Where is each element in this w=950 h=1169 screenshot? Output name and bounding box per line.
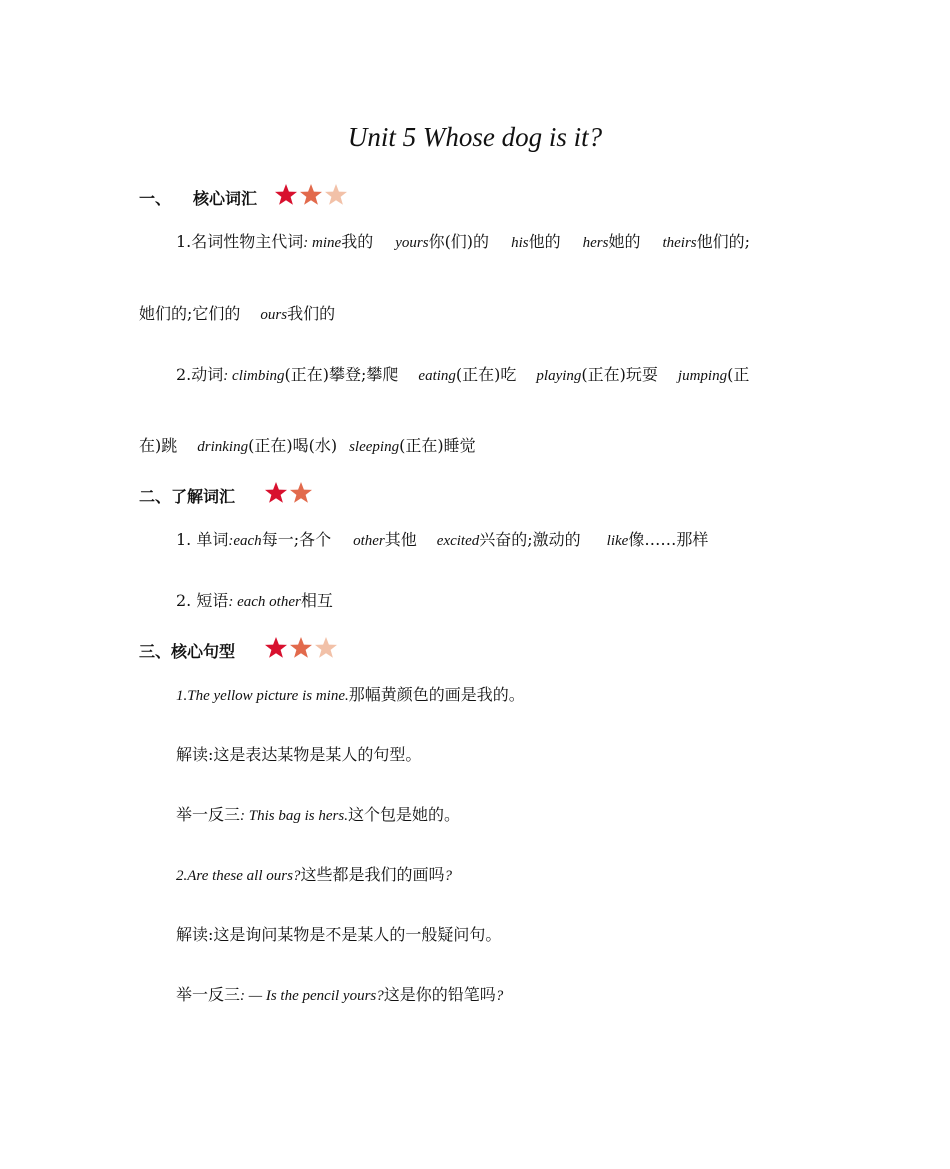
word-cn: 其他 bbox=[384, 530, 417, 549]
word-cn: 你(们)的 bbox=[428, 232, 490, 251]
word-cn: (正在)睡觉 bbox=[399, 436, 476, 455]
example-cn: 这是你的铅笔吗 bbox=[383, 985, 496, 1004]
star-half-icon bbox=[289, 481, 313, 505]
word-en: eating bbox=[418, 368, 456, 384]
word-cn: 像……那样 bbox=[628, 530, 709, 549]
section1-item2-cont bbox=[139, 435, 476, 458]
word-en: hers bbox=[582, 235, 609, 251]
question-mark: ? bbox=[495, 988, 504, 1004]
word-en: other bbox=[353, 533, 385, 549]
word-cn: (正 bbox=[727, 365, 750, 384]
word-cn: (正在)吃 bbox=[455, 365, 517, 384]
section3-stars bbox=[264, 636, 338, 660]
star-full-icon bbox=[264, 481, 288, 505]
sentence-cn: 那幅黄颜色的画是我的。 bbox=[348, 685, 525, 704]
section3-heading: 三、核心句型 bbox=[139, 642, 236, 661]
item-label: 1.名词性物主代词 bbox=[176, 232, 304, 251]
sentence1-example bbox=[176, 804, 460, 827]
word-en: drinking bbox=[197, 439, 249, 455]
star-full-icon bbox=[274, 183, 298, 207]
sentence-en: 1.The yellow picture is mine. bbox=[176, 688, 349, 704]
word-cn: 兴奋的;激动的 bbox=[479, 530, 581, 549]
section1-item2 bbox=[176, 364, 749, 387]
sentence1 bbox=[176, 684, 525, 707]
colon: : bbox=[228, 594, 238, 610]
word-cn: (正在)喝(水) bbox=[248, 436, 338, 455]
section1-number: 一、 bbox=[139, 189, 172, 208]
word-cn: 我们的 bbox=[287, 304, 336, 323]
item-label: 2.动词 bbox=[176, 365, 224, 384]
page-title: Unit 5 Whose dog is it? bbox=[347, 122, 603, 152]
sentence-en: 2.Are these all ours? bbox=[176, 868, 301, 884]
word-en: sleeping bbox=[349, 439, 400, 455]
word-cn: 每一;各个 bbox=[261, 530, 332, 549]
star-full-icon bbox=[264, 636, 288, 660]
section1-heading bbox=[139, 188, 257, 210]
word-en: each bbox=[233, 533, 262, 549]
star-light-icon bbox=[314, 636, 338, 660]
word-cn: 相互 bbox=[300, 591, 333, 610]
example-label: 举一反三 bbox=[176, 805, 241, 824]
word-cn: (正在)玩耍 bbox=[581, 365, 658, 384]
sentence2 bbox=[176, 864, 452, 887]
item-label: 1. 单词 bbox=[176, 530, 229, 549]
section2-stars bbox=[264, 481, 313, 505]
word-en: mine bbox=[312, 235, 342, 251]
example-en: : — Is the pencil yours? bbox=[240, 988, 384, 1004]
word-en: excited bbox=[436, 533, 480, 549]
word-en: each other bbox=[237, 594, 301, 610]
word-en: theirs bbox=[662, 235, 697, 251]
section1-title: 核心词汇 bbox=[193, 189, 258, 208]
colon: : bbox=[223, 368, 233, 384]
word-en: yours bbox=[395, 235, 429, 251]
sentence-cn: 这些都是我们的画吗 bbox=[300, 865, 445, 884]
star-half-icon bbox=[289, 636, 313, 660]
sentence2-example bbox=[176, 984, 503, 1007]
section2-item1 bbox=[176, 529, 708, 552]
example-cn: 这个包是她的。 bbox=[347, 805, 460, 824]
word-cn: 他的 bbox=[528, 232, 561, 251]
colon: : bbox=[303, 235, 313, 251]
word-en: jumping bbox=[677, 368, 728, 384]
section2-heading: 二、了解词汇 bbox=[139, 487, 236, 506]
section1-item1-cont bbox=[139, 303, 335, 326]
word-en: his bbox=[511, 235, 529, 251]
word-en: like bbox=[606, 533, 629, 549]
word-cn: 在)跳 bbox=[139, 436, 178, 455]
star-half-icon bbox=[299, 183, 323, 207]
section1-stars bbox=[274, 183, 348, 207]
word-cn: (正在)攀登;攀爬 bbox=[284, 365, 399, 384]
word-en: playing bbox=[536, 368, 582, 384]
section1-item1 bbox=[176, 231, 750, 254]
question-mark: ? bbox=[444, 868, 452, 884]
word-en: climbing bbox=[232, 368, 285, 384]
example-en: : This bag is hers. bbox=[240, 808, 348, 824]
sentence2-explanation: 解读:这是询问某物是不是某人的一般疑问句。 bbox=[176, 925, 502, 944]
star-light-icon bbox=[324, 183, 348, 207]
sentence1-explanation: 解读:这是表达某物是某人的句型。 bbox=[176, 745, 422, 764]
word-cn: 他们的; bbox=[696, 232, 751, 251]
example-label: 举一反三 bbox=[176, 985, 241, 1004]
word-cn: 她的 bbox=[608, 232, 641, 251]
word-en: ours bbox=[260, 307, 288, 323]
colon: : bbox=[228, 533, 234, 549]
section2-item2 bbox=[176, 590, 333, 613]
word-cn: 我的 bbox=[341, 232, 374, 251]
item-label: 2. 短语 bbox=[176, 591, 229, 610]
word-cn: 她们的;它们的 bbox=[139, 304, 241, 323]
